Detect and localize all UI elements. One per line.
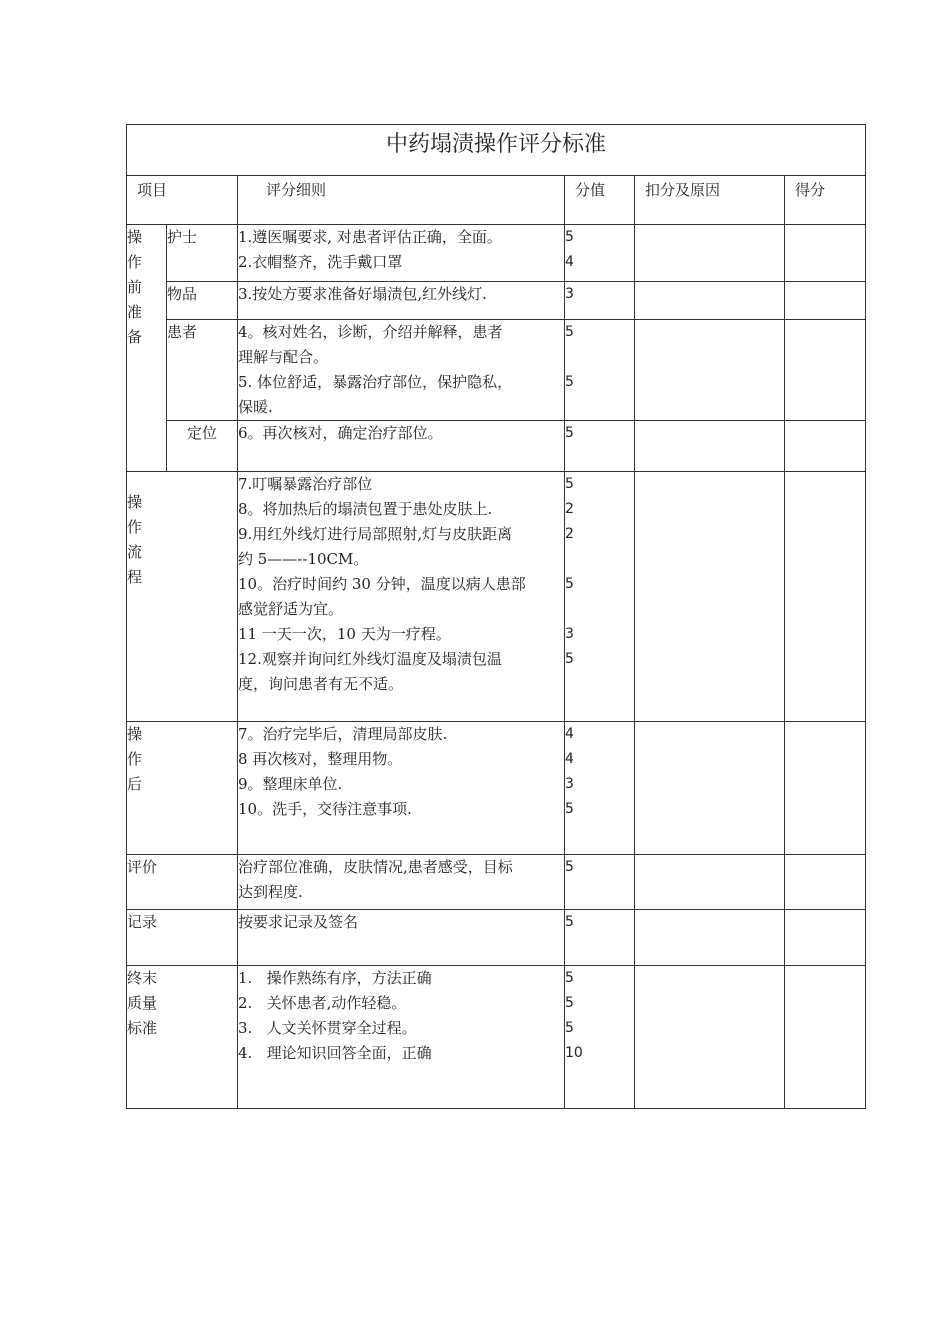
nurse-label: 护士	[167, 225, 238, 282]
patient-label: 患者	[167, 320, 238, 421]
process-deduct	[635, 472, 785, 722]
after-score: 4 4 3 5	[565, 722, 635, 855]
patient-result	[785, 320, 866, 421]
final-deduct	[635, 966, 785, 1109]
nurse-detail: 1.遵医嘱要求, 对患者评估正确，全面。 2.衣帽整齐，洗手戴口罩	[238, 225, 565, 282]
position-detail: 6。再次核对，确定治疗部位。	[238, 421, 565, 472]
table-row	[127, 421, 866, 472]
page-title: 中药塌渍操作评分标准	[127, 125, 866, 176]
header-detail: 评分细则	[266, 181, 327, 199]
table-row	[127, 855, 866, 910]
evaluation-detail: 治疗部位准确，皮肤情况,患者感受，目标 达到程度.	[238, 855, 565, 910]
patient-score: 5 5	[565, 320, 635, 421]
table-row	[127, 910, 866, 966]
table-row	[127, 472, 866, 722]
position-label: 定位	[167, 421, 238, 472]
position-deduct	[635, 421, 785, 472]
evaluation-result	[785, 855, 866, 910]
position-result	[785, 421, 866, 472]
header-score: 分值	[575, 181, 606, 199]
header-item: 项目	[137, 181, 168, 199]
table-row	[127, 320, 866, 421]
record-detail: 按要求记录及签名	[238, 910, 565, 966]
table-row	[127, 966, 866, 1109]
evaluation-score: 5	[565, 855, 635, 910]
pre-section-label: 操 作 前 准 备	[127, 225, 167, 472]
record-label: 记录	[127, 910, 238, 966]
items-score: 3	[565, 282, 635, 320]
process-result	[785, 472, 866, 722]
evaluation-label: 评价	[127, 855, 238, 910]
items-result	[785, 282, 866, 320]
after-deduct	[635, 722, 785, 855]
items-label: 物品	[167, 282, 238, 320]
patient-deduct	[635, 320, 785, 421]
header-row	[127, 176, 866, 225]
patient-detail: 4。核对姓名，诊断，介绍并解释，患者 理解与配合。 5. 体位舒适，暴露治疗部位，保护隐私， 保暖.	[238, 320, 565, 421]
process-section-label: 操 作 流 程	[127, 472, 238, 722]
nurse-score: 5 4	[565, 225, 635, 282]
header-deduct: 扣分及原因	[645, 181, 721, 199]
final-detail: 1. 操作熟练有序，方法正确 2. 关怀患者,动作轻稳。 3. 人文关怀贯穿全过程。 4. 理论知识回答全面，正确	[238, 966, 565, 1109]
after-result	[785, 722, 866, 855]
nurse-result	[785, 225, 866, 282]
final-score: 5 5 5 10	[565, 966, 635, 1109]
items-detail: 3.按处方要求准备好塌渍包,红外线灯.	[238, 282, 565, 320]
record-score: 5	[565, 910, 635, 966]
record-deduct	[635, 910, 785, 966]
final-result	[785, 966, 866, 1109]
table-row	[127, 722, 866, 855]
header-result: 得分	[795, 181, 826, 199]
record-result	[785, 910, 866, 966]
after-section-label: 操 作 后	[127, 722, 238, 855]
final-section-label: 终末 质量 标准	[127, 966, 238, 1109]
items-deduct	[635, 282, 785, 320]
table-row	[127, 225, 866, 282]
position-score: 5	[565, 421, 635, 472]
scoring-table	[126, 124, 866, 1109]
table-row	[127, 282, 866, 320]
nurse-deduct	[635, 225, 785, 282]
evaluation-deduct	[635, 855, 785, 910]
process-score: 5 2 2 5 3 5	[565, 472, 635, 722]
after-detail: 7。治疗完毕后，清理局部皮肤. 8 再次核对，整理用物。 9。整理床单位. 10。洗手，交待注意事项.	[238, 722, 565, 855]
process-detail: 7.叮嘱暴露治疗部位 8。将加热后的塌渍包置于患处皮肤上. 9.用红外线灯进行局部照射,灯与皮肤距离 约 5——--10CM。 10。治疗时间约 30 分钟，温度以病人患部 感觉舒适为宜。 11 一天一次，10 天为一疗程。 12.观察并询问红外线灯温度及塌渍包温 度，询问患者有无不适。	[238, 472, 565, 722]
